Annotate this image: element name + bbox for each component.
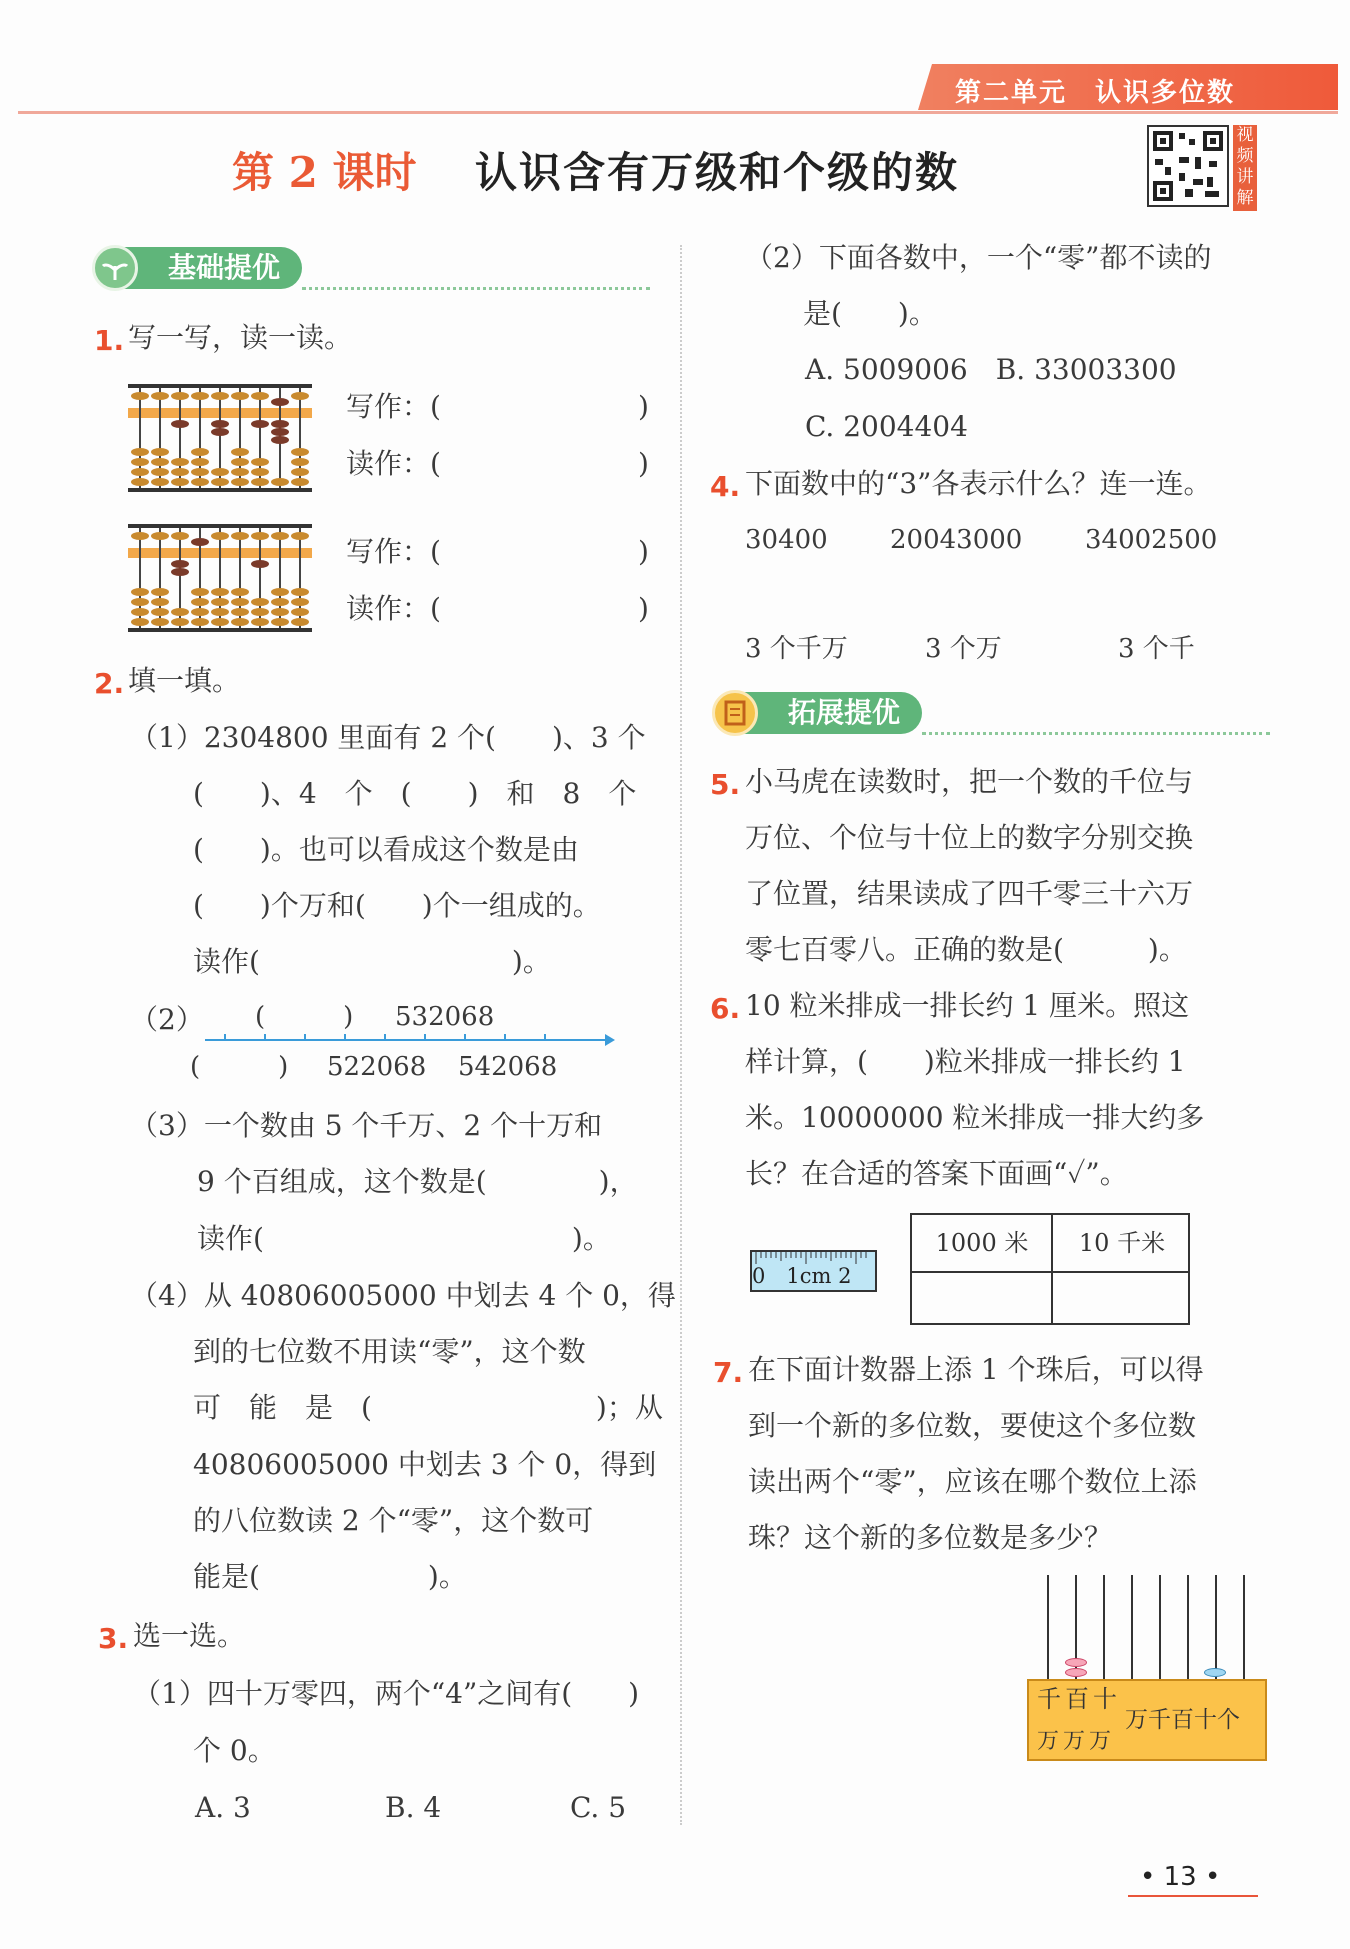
q5-line3: 了位置，结果读成了四千零三十六万 [745, 877, 1194, 910]
q6-line3: 米。10000000 粒米排成一排大约多 [745, 1101, 1205, 1134]
number-line [205, 1030, 615, 1054]
q3-p1-line1: （1）四十万零四，两个“4”之间有( ) [133, 1677, 640, 1710]
ruler-icon [750, 1250, 877, 1292]
counter-rod [1243, 1575, 1245, 1679]
abacus-2 [128, 522, 312, 634]
q2-p2-label: （2） [130, 1003, 204, 1036]
video-explain-label: 视频讲解 [1233, 125, 1257, 211]
counter-rod [1103, 1575, 1105, 1679]
q2-p2-top-value: 532068 [395, 1002, 495, 1032]
q2-p1-line4: ( )个万和( )个一组成的。 [193, 889, 601, 922]
q6-line2: 样计算，( )粒米排成一排长约 1 [745, 1045, 1186, 1078]
lesson-title: 认识含有万级和个级的数 [475, 148, 960, 197]
answer-cell-10km[interactable] [1053, 1273, 1190, 1325]
q2-p1-line3: ( )。也可以看成这个数是由 [193, 833, 579, 866]
q4-number-2: 20043000 [890, 525, 1023, 555]
q2-p4-line2: 到的七位数不用读“零”，这个数 [193, 1335, 586, 1368]
q3-number: 3. [98, 1622, 129, 1655]
q4-number: 4. [710, 470, 741, 503]
q2-p4-line4: 40806005000 中划去 3 个 0，得到 [193, 1448, 657, 1481]
q1a-read-label: 读作：( [346, 447, 441, 480]
counter-rod [1187, 1575, 1189, 1679]
q6-line4: 长？在合适的答案下面画“✓”。 [745, 1157, 1128, 1190]
section-extend-title: 拓展提优 [730, 692, 922, 734]
q4-text: 下面数中的“3”各表示什么？连一连。 [745, 467, 1212, 500]
q4-number-1: 30400 [745, 525, 828, 555]
q4-meaning-1: 3 个千万 [745, 634, 848, 664]
section-basic-title: 基础提优 [110, 247, 302, 289]
q2-p1-line2: ( )、4 个 ( ) 和 8 个 [193, 777, 637, 810]
q3-p2-options-ab: A. 5009006 B. 33003300 [805, 353, 1177, 386]
section-extend-divider [922, 732, 1270, 735]
q5-number: 5. [710, 768, 741, 801]
counter-bead [1204, 1668, 1226, 1677]
q2-text: 填一填。 [128, 664, 241, 697]
q1a-write-label: 写作：( [346, 390, 441, 423]
q1a-read-close: ) [638, 447, 649, 480]
q7-line2: 到一个新的多位数，要使这个多位数 [748, 1409, 1197, 1442]
q6-line1: 10 粒米排成一排长约 1 厘米。照这 [745, 989, 1190, 1022]
q3-p1-line2: 个 0。 [193, 1734, 276, 1767]
q2-p1-line5: 读作( )。 [193, 945, 551, 978]
qr-code-icon[interactable] [1147, 125, 1229, 207]
q1b-write-label: 写作：( [346, 535, 441, 568]
q2-p3-line1: （3）一个数由 5 个千万、2 个十万和 [130, 1109, 603, 1142]
q5-line2: 万位、个位与十位上的数字分别交换 [745, 821, 1194, 854]
counter-rod [1215, 1575, 1217, 1679]
counter-base [1027, 1679, 1267, 1761]
q6-number: 6. [710, 992, 741, 1025]
q3-p2-option-c: C. 2004404 [805, 410, 968, 443]
q1b-read-close: ) [638, 592, 649, 625]
section-basic-divider [302, 287, 650, 290]
q4-number-3: 34002500 [1085, 525, 1218, 555]
counter-bead [1065, 1658, 1087, 1667]
q3-p2-line1: （2）下面各数中，一个“零”都不读的 [745, 241, 1212, 274]
abacus-1 [128, 382, 312, 494]
q1-number: 1. [94, 324, 125, 357]
unit-label: 第二单元 认识多位数 [955, 78, 1236, 108]
q2-p4-line5: 的八位数读 2 个“零”，这个数可 [193, 1504, 594, 1537]
q5-line4: 零七百零八。正确的数是( )。 [745, 933, 1187, 966]
q3-p1-option-c: C. 5 [570, 1791, 627, 1824]
q2-p4-line6: 能是( )。 [193, 1560, 467, 1593]
q3-text: 选一选。 [133, 1619, 246, 1652]
answer-table-header-2: 10 千米 [1078, 1229, 1166, 1257]
q7-line3: 读出两个“零”，应该在哪个数位上添 [748, 1465, 1197, 1498]
column-divider [680, 245, 682, 1825]
q4-meaning-2: 3 个万 [925, 634, 1002, 664]
footer-rule [1128, 1895, 1258, 1897]
q5-line1: 小马虎在读数时，把一个数的千位与 [745, 765, 1194, 798]
q4-meaning-3: 3 个千 [1118, 634, 1195, 664]
counter-labels-bottom: 万万万 [1037, 1729, 1116, 1754]
q2-p2-top-blank: ( ) [255, 1002, 354, 1032]
q2-p2-bottom-value2: 542068 [458, 1052, 558, 1082]
lesson-number: 第 2 课时 [232, 148, 417, 197]
q7-number: 7. [713, 1356, 744, 1389]
counter-rod [1131, 1575, 1133, 1679]
q2-p3-line3: 读作( )。 [197, 1222, 611, 1255]
q2-p4-line1: （4）从 40806005000 中划去 4 个 0，得 [130, 1279, 676, 1312]
counter-rod [1047, 1575, 1049, 1679]
q2-p3-line2: 9 个百组成，这个数是( )， [197, 1165, 638, 1198]
sprout-icon [92, 245, 138, 291]
q1b-write-close: ) [638, 535, 649, 568]
counter-bead [1065, 1668, 1087, 1677]
q2-p2-bottom-blank: ( ) [190, 1052, 289, 1082]
counter-labels-top: 千百十 [1037, 1685, 1121, 1713]
ruler-label: 0 1cm 2 [752, 1264, 852, 1288]
book-icon [712, 690, 758, 736]
q2-number: 2. [94, 667, 125, 700]
q1b-read-label: 读作：( [346, 592, 441, 625]
q2-p4-line3: 可 能 是 ( )；从 [193, 1391, 663, 1424]
q3-p1-option-a: A. 3 [195, 1791, 251, 1824]
q1a-write-close: ) [638, 390, 649, 423]
page-number: • 13 • [1140, 1862, 1221, 1892]
answer-table-header-1: 1000 米 [935, 1229, 1029, 1257]
answer-cell-1000m[interactable] [912, 1273, 1050, 1325]
q2-p1-line1: （1）2304800 里面有 2 个( )、3 个 [130, 721, 646, 754]
q3-p1-option-b: B. 4 [385, 1791, 442, 1824]
q1-text: 写一写，读一读。 [128, 321, 353, 354]
answer-table [910, 1213, 1190, 1325]
counter-labels-right: 万千百十个 [1125, 1707, 1240, 1733]
q7-line4: 珠？这个新的多位数是多少？ [748, 1521, 1113, 1554]
q2-p2-bottom-value1: 522068 [327, 1052, 427, 1082]
counter-rod [1159, 1575, 1161, 1679]
q3-p2-line2: 是( )。 [803, 297, 937, 330]
header-rule [18, 111, 1338, 114]
q7-line1: 在下面计数器上添 1 个珠后，可以得 [748, 1353, 1204, 1386]
